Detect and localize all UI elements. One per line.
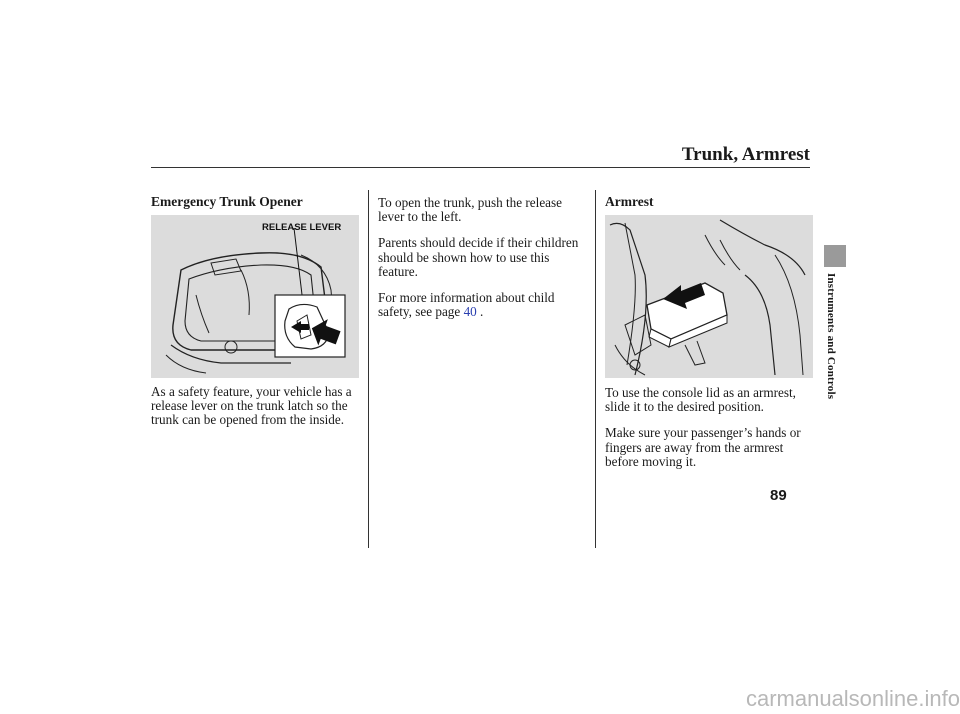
column-divider-2 <box>595 190 596 548</box>
safety-feature-paragraph: As a safety feature, your vehicle has a release lever on the trunk latch so the trunk can be opened from the inside. <box>151 384 352 428</box>
header-rule <box>151 167 810 168</box>
release-lever-label: RELEASE LEVER <box>262 222 342 233</box>
middle-column-text <box>378 196 588 331</box>
child-safety-text: For more information about child safety, see page <box>378 290 555 320</box>
left-column-text <box>151 385 361 440</box>
armrest-figure <box>605 215 813 378</box>
right-column-text <box>605 386 820 481</box>
armrest-illustration <box>605 215 813 378</box>
child-safety-end: . <box>476 304 484 320</box>
armrest-heading: Armrest <box>605 194 654 209</box>
trunk-illustration <box>151 215 359 378</box>
parents-paragraph: Parents should decide if their children should be shown how to use this feature. <box>378 235 579 279</box>
column-divider-1 <box>368 190 369 548</box>
page-number: 89 <box>770 487 787 504</box>
page-40-link[interactable]: 40 <box>463 304 477 320</box>
section-title: Trunk, Armrest <box>681 144 810 165</box>
armrest-use-paragraph: To use the console lid as an armrest, slide it to the desired position. <box>605 385 796 415</box>
armrest-caution-paragraph: Make sure your passenger’s hands or fingers are away from the armrest before moving it. <box>605 425 801 469</box>
trunk-release-figure <box>151 215 359 378</box>
child-safety-paragraph <box>378 291 588 319</box>
watermark: carmanualsonline.info <box>745 686 960 711</box>
chapter-side-label: Instruments and Controls <box>825 273 837 400</box>
chapter-tab-marker <box>824 245 846 267</box>
emergency-trunk-opener-heading: Emergency Trunk Opener <box>151 194 303 209</box>
open-trunk-paragraph: To open the trunk, push the release lever to the left. <box>378 195 563 225</box>
